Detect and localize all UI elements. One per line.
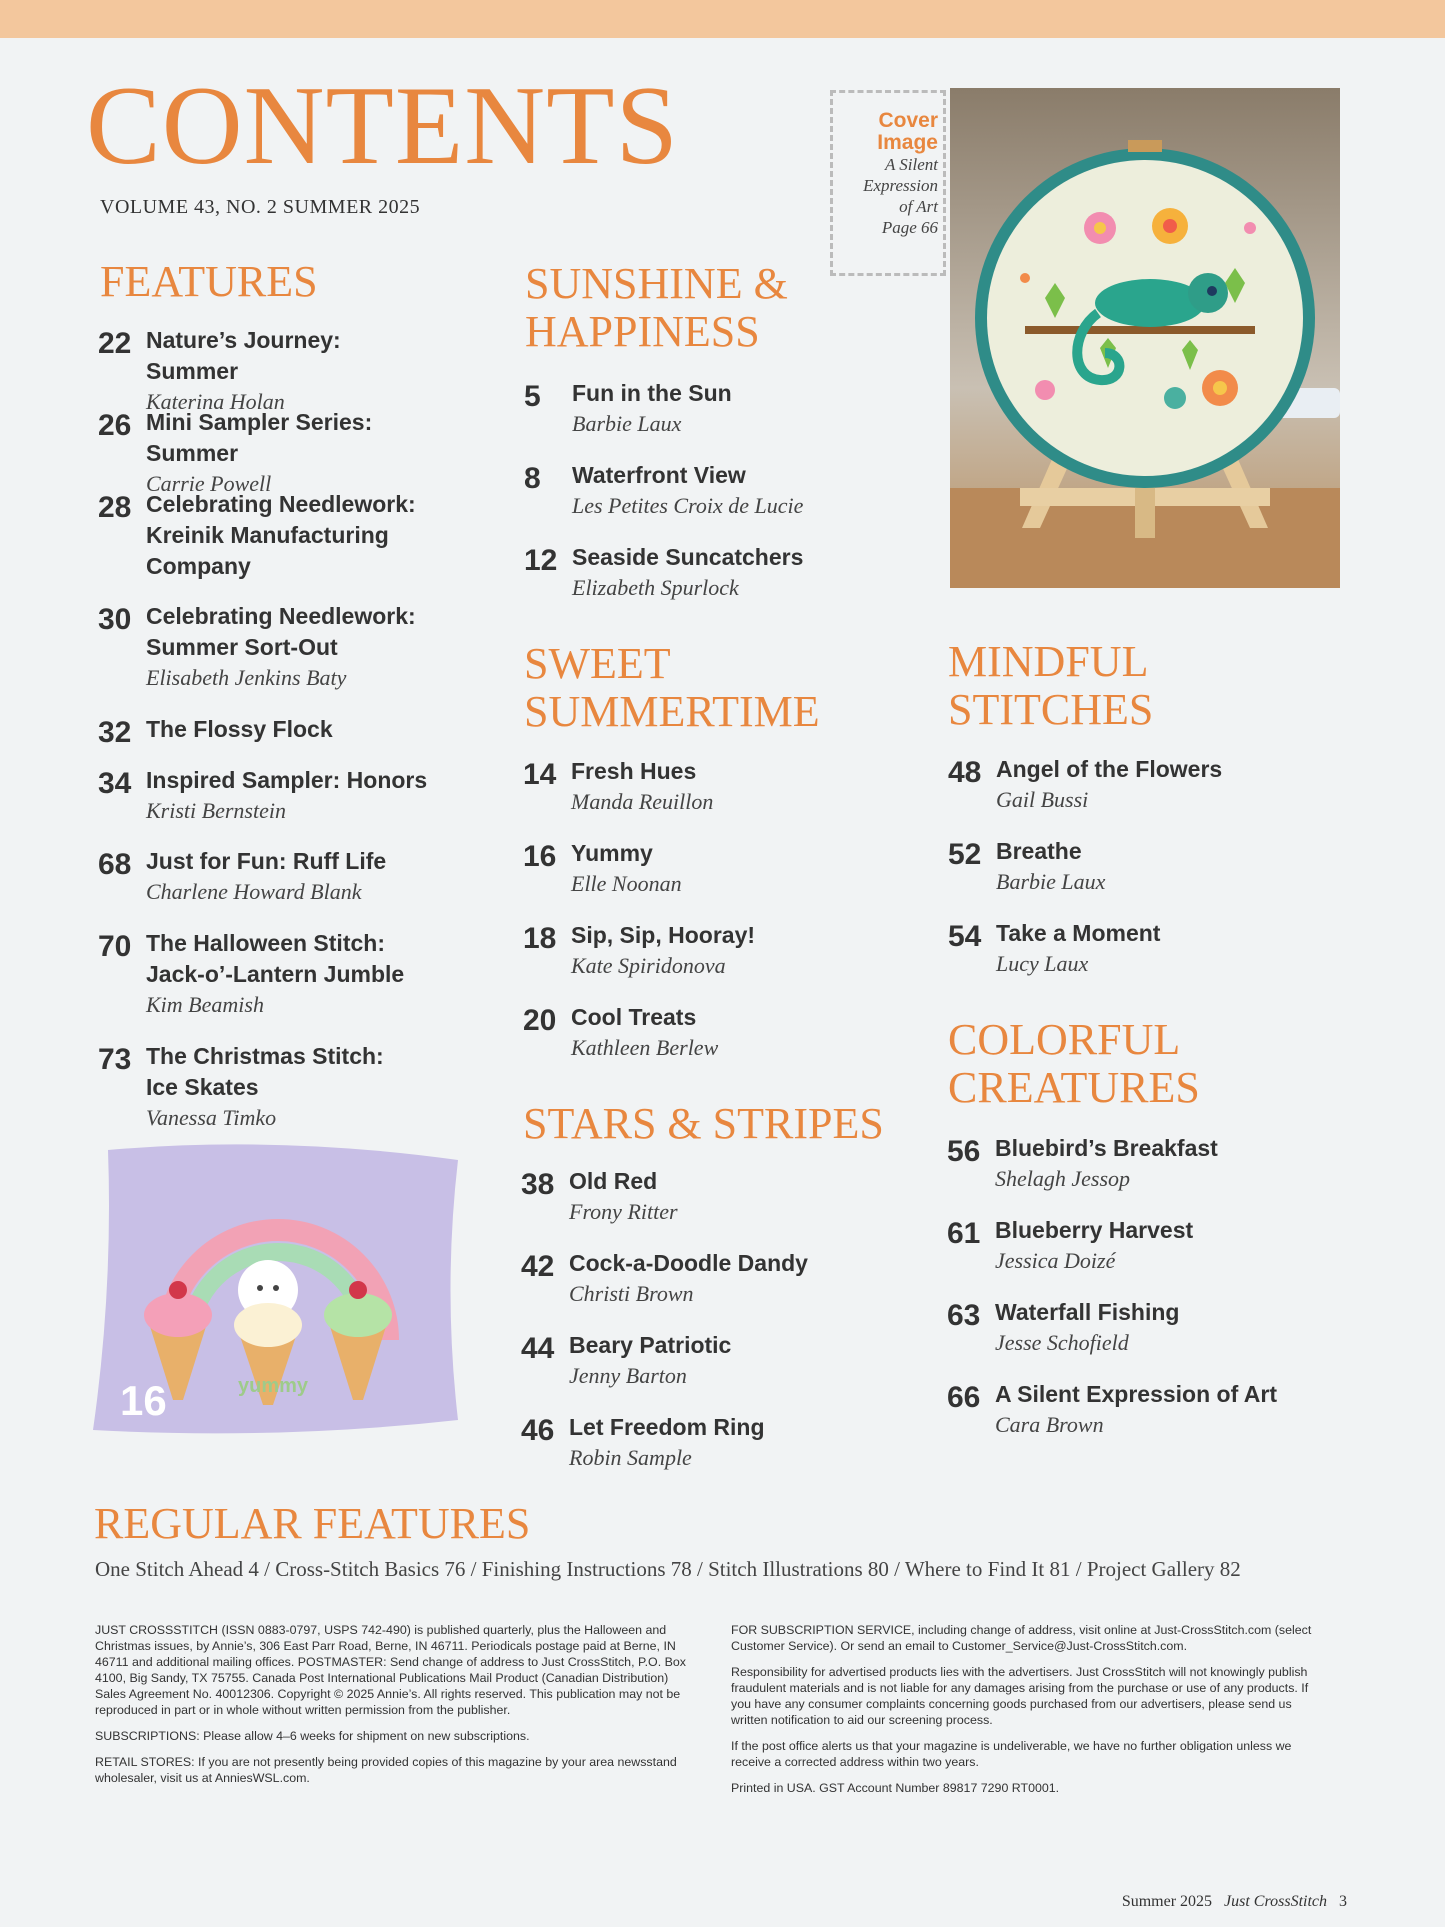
page-number: 34 <box>98 767 132 800</box>
article-author: Kristi Bernstein <box>146 798 286 823</box>
undeliverable-note: If the post office alerts us that your magazine is undeliverable, we have no further obligation unless we receive a corrected address within two years. <box>731 1739 1292 1769</box>
article-title: Blueberry Harvest <box>995 1217 1194 1243</box>
subscriptions-note: SUBSCRIPTIONS: Please allow 4–6 weeks for shipment on new subscriptions. <box>95 1729 530 1743</box>
article-author: Charlene Howard Blank <box>146 879 362 904</box>
toc-entry[interactable] <box>523 1002 863 1063</box>
article-title: Cock-a-Doodle Dandy <box>569 1250 808 1276</box>
yummy-pillow-illustration <box>88 1140 468 1440</box>
toc-entry[interactable] <box>948 836 1288 897</box>
article-author: Robin Sample <box>569 1445 692 1470</box>
footer-magazine: Just CrossStitch <box>1224 1893 1327 1910</box>
page-number: 8 <box>524 462 541 495</box>
article-title: Let Freedom Ring <box>569 1414 765 1440</box>
toc-entry[interactable] <box>948 918 1288 979</box>
toc-entry[interactable] <box>98 714 438 749</box>
cover-label-line4: Page 66 <box>881 218 938 237</box>
cover-label-line2: Expression <box>863 176 938 195</box>
article-author: Kate Spiridonova <box>571 953 726 978</box>
toc-entry[interactable] <box>521 1248 861 1309</box>
toc-entry[interactable] <box>523 920 863 981</box>
article-author: Elizabeth Spurlock <box>572 575 739 600</box>
article-author: Frony Ritter <box>569 1199 678 1224</box>
pillow-photo <box>88 1140 468 1440</box>
article-author: Cara Brown <box>995 1412 1104 1437</box>
retail-stores-note: RETAIL STORES: If you are not presently being provided copies of this magazine by your area newsstand wholesaler, visit us at AnniesWSL.com. <box>95 1755 677 1785</box>
footer-page-number: 3 <box>1339 1893 1347 1910</box>
toc-entry[interactable] <box>524 378 864 439</box>
page-number: 30 <box>98 603 132 636</box>
article-title: Bluebird’s Breakfast <box>995 1135 1218 1161</box>
footer-season: Summer 2025 <box>1121 1893 1213 1910</box>
page-number: 28 <box>98 491 132 524</box>
page-number: 70 <box>98 930 132 963</box>
sunshine-heading-line1: SUNSHINE & <box>525 259 788 308</box>
toc-entry[interactable] <box>98 846 438 907</box>
toc-entry[interactable] <box>98 407 438 499</box>
regular-features-heading: REGULAR FEATURES <box>94 1499 531 1548</box>
article-title: Sip, Sip, Hooray! <box>571 922 756 948</box>
subscription-service-note: FOR SUBSCRIPTION SERVICE, including change of address, visit online at Just-CrossStitch.com (select Customer Service). Or send an email to Customer_Service@Just-CrossStitch.com. <box>731 1623 1312 1653</box>
publication-info-right <box>731 1622 1331 1806</box>
mindful-heading <box>948 638 1153 734</box>
article-title: Inspired Sampler: Honors <box>146 767 428 793</box>
stars-heading: STARS & STRIPES <box>523 1099 884 1148</box>
page-number: 32 <box>98 716 132 749</box>
article-title: Seaside Suncatchers <box>572 544 804 570</box>
page-number: 5 <box>524 380 541 413</box>
top-color-band <box>0 0 1445 38</box>
page-number: 46 <box>521 1414 555 1447</box>
article-author: Gail Bussi <box>996 787 1089 812</box>
page-number: 48 <box>948 756 982 789</box>
toc-entry[interactable] <box>523 838 863 899</box>
page-number: 52 <box>948 838 982 871</box>
page-number: 16 <box>523 840 557 873</box>
features-heading: FEATURES <box>100 257 318 306</box>
mindful-heading-line2: STITCHES <box>948 685 1154 734</box>
advertiser-responsibility-note: Responsibility for advertised products lies with the advertisers. Just CrossStitch will not knowingly publish fraudulent materials and is not liable for any damages arising from the purchase or use of any products. If you have any consumer complaints concerning goods purchased from our advertisers, please send us written notification to aid our screening process. <box>731 1665 1309 1727</box>
article-title: Mini Sampler Series: Summer <box>146 409 373 466</box>
page-number: 68 <box>98 848 132 881</box>
article-title: Fresh Hues <box>571 758 697 784</box>
toc-entry[interactable] <box>98 601 418 693</box>
page-number: 63 <box>947 1299 981 1332</box>
article-author: Barbie Laux <box>572 411 682 436</box>
page-number: 56 <box>947 1135 981 1168</box>
volume-line: VOLUME 43, NO. 2 SUMMER 2025 <box>100 196 421 218</box>
toc-entry[interactable] <box>524 542 864 603</box>
regular-features-list: One Stitch Ahead 4 / Cross-Stitch Basics 76 / Finishing Instructions 78 / Stitch Illustrations 80 / Where to Find It 81 / Project Gallery 82 <box>95 1557 1241 1581</box>
article-author: Shelagh Jessop <box>995 1166 1131 1191</box>
toc-entry[interactable] <box>98 765 438 826</box>
article-title: Waterfall Fishing <box>995 1299 1180 1325</box>
page-number: 12 <box>524 544 558 577</box>
article-author: Elisabeth Jenkins Baty <box>146 665 347 690</box>
toc-entry[interactable] <box>521 1330 861 1391</box>
page-number: 42 <box>521 1250 555 1283</box>
article-title: Celebrating Needlework: Kreinik Manufacturing Company <box>146 491 416 579</box>
page-title: CONTENTS <box>86 64 679 188</box>
toc-entry[interactable] <box>523 756 863 817</box>
page-number: 26 <box>98 409 132 442</box>
article-title: A Silent Expression of Art <box>995 1381 1278 1407</box>
article-author: Lucy Laux <box>996 951 1089 976</box>
toc-entry[interactable] <box>98 928 418 1020</box>
toc-entry[interactable] <box>524 460 864 521</box>
creatures-heading-line2: CREATURES <box>948 1063 1200 1112</box>
cover-hoop-illustration <box>950 88 1340 588</box>
article-title: The Flossy Flock <box>146 716 333 742</box>
sweet-heading <box>524 640 820 736</box>
article-title: Angel of the Flowers <box>996 756 1223 782</box>
creatures-heading <box>948 1016 1200 1112</box>
article-author: Kathleen Berlew <box>571 1035 719 1060</box>
article-title: Breathe <box>996 838 1082 864</box>
toc-entry[interactable] <box>521 1166 861 1227</box>
cover-label-line3: of Art <box>899 197 938 216</box>
page-number: 22 <box>98 327 132 360</box>
article-title: Take a Moment <box>996 920 1161 946</box>
article-title: The Christmas Stitch: Ice Skates <box>146 1043 384 1100</box>
cover-label-title: Cover Image <box>877 109 938 154</box>
article-author: Kim Beamish <box>146 992 264 1017</box>
creatures-heading-line1: COLORFUL <box>948 1015 1181 1064</box>
article-author: Carrie Powell <box>146 471 272 496</box>
article-title: Cool Treats <box>571 1004 697 1030</box>
article-author: Manda Reuillon <box>571 789 714 814</box>
toc-entry[interactable] <box>98 325 438 417</box>
toc-entry[interactable] <box>98 489 428 582</box>
toc-entry[interactable] <box>98 1041 388 1133</box>
page-number: 61 <box>947 1217 981 1250</box>
article-author: Vanessa Timko <box>146 1105 277 1130</box>
page-footer <box>1122 1893 1347 1911</box>
article-title: Old Red <box>569 1168 658 1194</box>
toc-entry[interactable] <box>521 1412 861 1473</box>
article-title: Just for Fun: Ruff Life <box>146 848 387 874</box>
article-author: Jenny Barton <box>569 1363 687 1388</box>
mindful-heading-line1: MINDFUL <box>948 637 1149 686</box>
page-number: 38 <box>521 1168 555 1201</box>
article-author: Christi Brown <box>569 1281 694 1306</box>
cover-label <box>836 110 938 238</box>
article-author: Katerina Holan <box>146 389 285 414</box>
page-number: 14 <box>523 758 557 791</box>
article-author: Jessica Doizé <box>995 1248 1116 1273</box>
sweet-heading-line1: SWEET <box>524 639 671 688</box>
article-title: Beary Patriotic <box>569 1332 732 1358</box>
toc-entry[interactable] <box>947 1133 1287 1194</box>
publication-info-left <box>95 1622 695 1796</box>
toc-entry[interactable] <box>947 1215 1287 1276</box>
cover-label-line1: A Silent <box>884 155 938 174</box>
article-title: Fun in the Sun <box>572 380 732 406</box>
page-number: 20 <box>523 1004 557 1037</box>
toc-entry[interactable] <box>947 1297 1287 1358</box>
article-title: The Halloween Stitch: Jack-o’-Lantern Jumble <box>146 930 405 987</box>
article-author: Jesse Schofield <box>995 1330 1129 1355</box>
sunshine-heading <box>525 260 788 356</box>
sweet-heading-line2: SUMMERTIME <box>524 687 820 736</box>
article-author: Les Petites Croix de Lucie <box>572 493 804 518</box>
toc-entry[interactable] <box>947 1379 1307 1440</box>
page-number: 18 <box>523 922 557 955</box>
article-title: Waterfront View <box>572 462 746 488</box>
page-number: 54 <box>948 920 982 953</box>
article-title: Celebrating Needlework: Summer Sort-Out <box>146 603 416 660</box>
article-title: Yummy <box>571 840 653 866</box>
page-number: 66 <box>947 1381 981 1414</box>
cover-photo <box>950 88 1340 588</box>
publication-notice: JUST CROSSSTITCH (ISSN 0883-0797, USPS 742-490) is published quarterly, plus the Halloween and Christmas issues, by Annie’s, 306 East Parr Road, Berne, IN 46711. Periodicals postage paid at Berne, IN 46711 and additional mailing offices. POSTMASTER: Send change of address to Just CrossStitch, P.O. Box 4100, Big Sandy, TX 75755. Canada Post International Publications Mail Product (Canadian Distribution) Sales Agreement No. 40012306. Copyright © 2025 Annie’s. All rights reserved. This publication may not be reproduced in part or in whole without written permission from the publisher. <box>95 1623 686 1717</box>
page-number: 44 <box>521 1332 555 1365</box>
pillow-stitch-word: yummy <box>237 1375 309 1397</box>
printed-note: Printed in USA. GST Account Number 89817 7290 RT0001. <box>731 1781 1060 1795</box>
pillow-page-number: 16 <box>120 1377 167 1424</box>
page-number: 73 <box>98 1043 132 1076</box>
toc-entry[interactable] <box>948 754 1288 815</box>
article-author: Barbie Laux <box>996 869 1106 894</box>
article-title: Nature’s Journey: Summer <box>146 327 341 384</box>
sunshine-heading-line2: HAPPINESS <box>525 307 760 356</box>
article-author: Elle Noonan <box>571 871 682 896</box>
